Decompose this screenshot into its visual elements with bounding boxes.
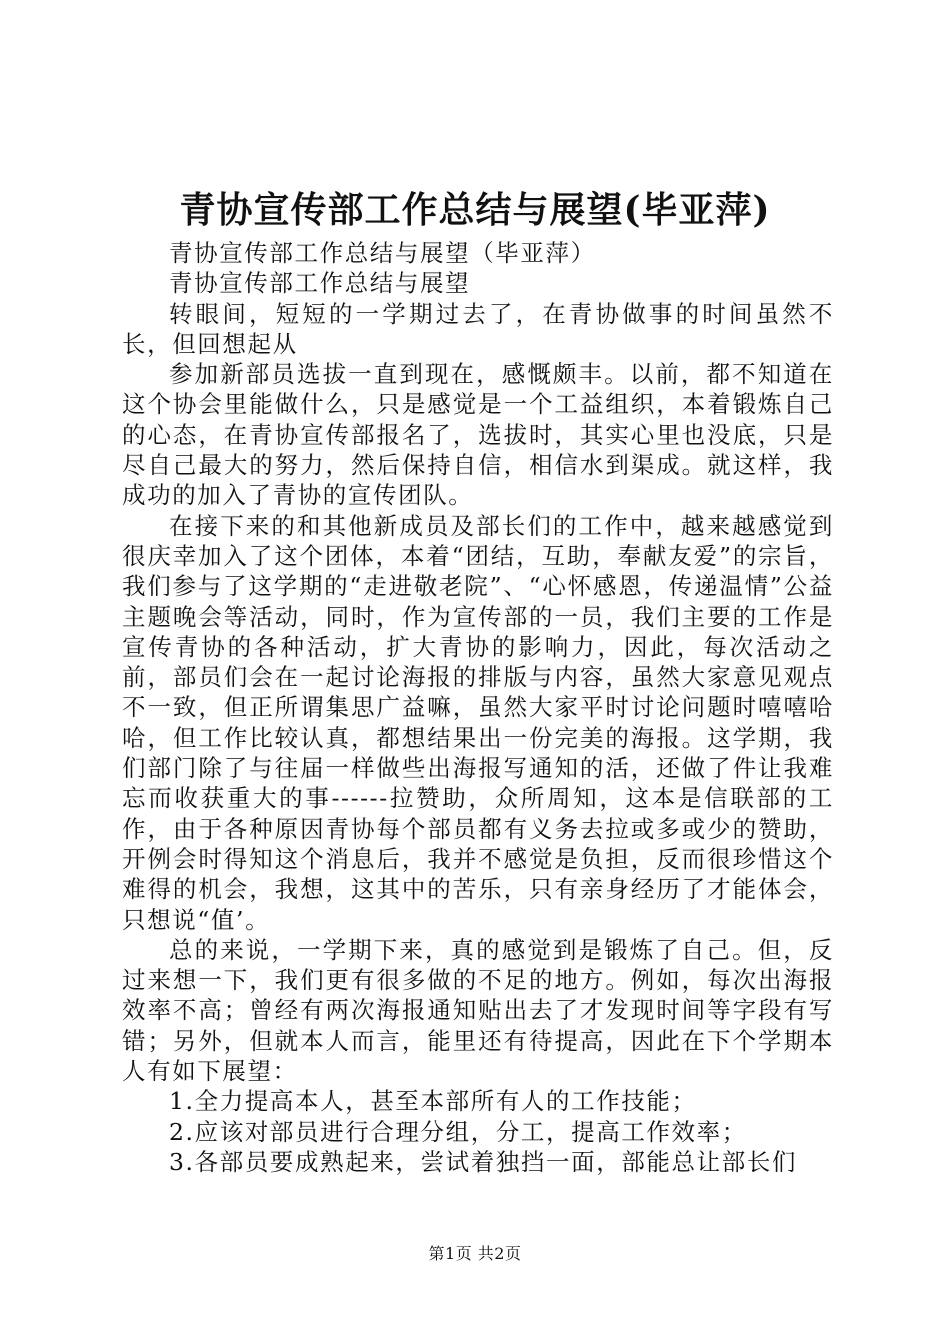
page-number-footer: 第1页 共2页 <box>428 1244 522 1263</box>
list-item: 3.各部员要成熟起来，尝试着独挡一面，部能总让部长们 <box>169 1147 798 1176</box>
paragraph: 总的来说，一学期下来，真的感觉到是锻炼了自己。但，反过来想一下，我们更有很多做的不足的地方。例如，每次出海报效率不高；曾经有两次海报通知贴出去了才发现时间等字段有写错；另外，但就本人而言，能里还有待提高，因此在下个学期本人有如下展望： <box>122 935 834 1086</box>
subtitle-line: 青协宣传部工作总结与展望（毕亚萍） <box>169 239 596 267</box>
list-item: 1.全力提高本人，甚至本部所有人的工作技能； <box>169 1087 697 1116</box>
document-title: 青协宣传部工作总结与展望(毕亚萍) <box>179 189 771 231</box>
paragraph: 转眼间，短短的一学期过去了，在青协做事的时间虽然不长，但回想起从 <box>122 299 834 358</box>
paragraph: 参加新部员选拔一直到现在，感慨颇丰。以前，都不知道在这个协会里能做什么，只是感觉是一个工益组织，本着锻炼自己的心态，在青协宣传部报名了，选拔时，其实心里也没底，只是尽自己最大的努力，然后保持自信，相信水到渠成。就这样，我成功的加入了青协的宣传团队。 <box>122 360 834 510</box>
paragraph: 在接下来的和其他新成员及部长们的工作中，越来越感觉到很庆幸加入了这个团体，本着“团结，互助，奉献友爱”的宗旨，我们参与了这学期的“走进敬老院”、“心怀感恩，传递温情”公益主题晚会等活动，同时，作为宣传部的一员，我们主要的工作是宣传青协的各种活动，扩大青协的影响力，因此，每次活动之前，部员们会在一起讨论海报的排版与内容，虽然大家意见观点不一致，但正所谓集思广益嘛，虽然大家平时讨论问题时嘻嘻哈哈，但工作比较认真，都想结果出一份完美的海报。这学期，我们部门除了与往届一样做些出海报写通知的活，还做了件让我难忘而收获重大的事------拉赞助，众所周知，这本是信联部的工作，由于各种原因青协每个部员都有义务去拉或多或少的赞助，开例会时得知这个消息后，我并不感觉是负担，反而很珍惜这个难得的机会，我想，这其中的苦乐，只有亲身经历了才能体会，只想说“值’。 <box>122 511 834 934</box>
section-heading: 青协宣传部工作总结与展望 <box>169 269 471 298</box>
document-body <box>122 238 834 1177</box>
list-item: 2.应该对部员进行合理分组，分工，提高工作效率； <box>169 1117 747 1146</box>
